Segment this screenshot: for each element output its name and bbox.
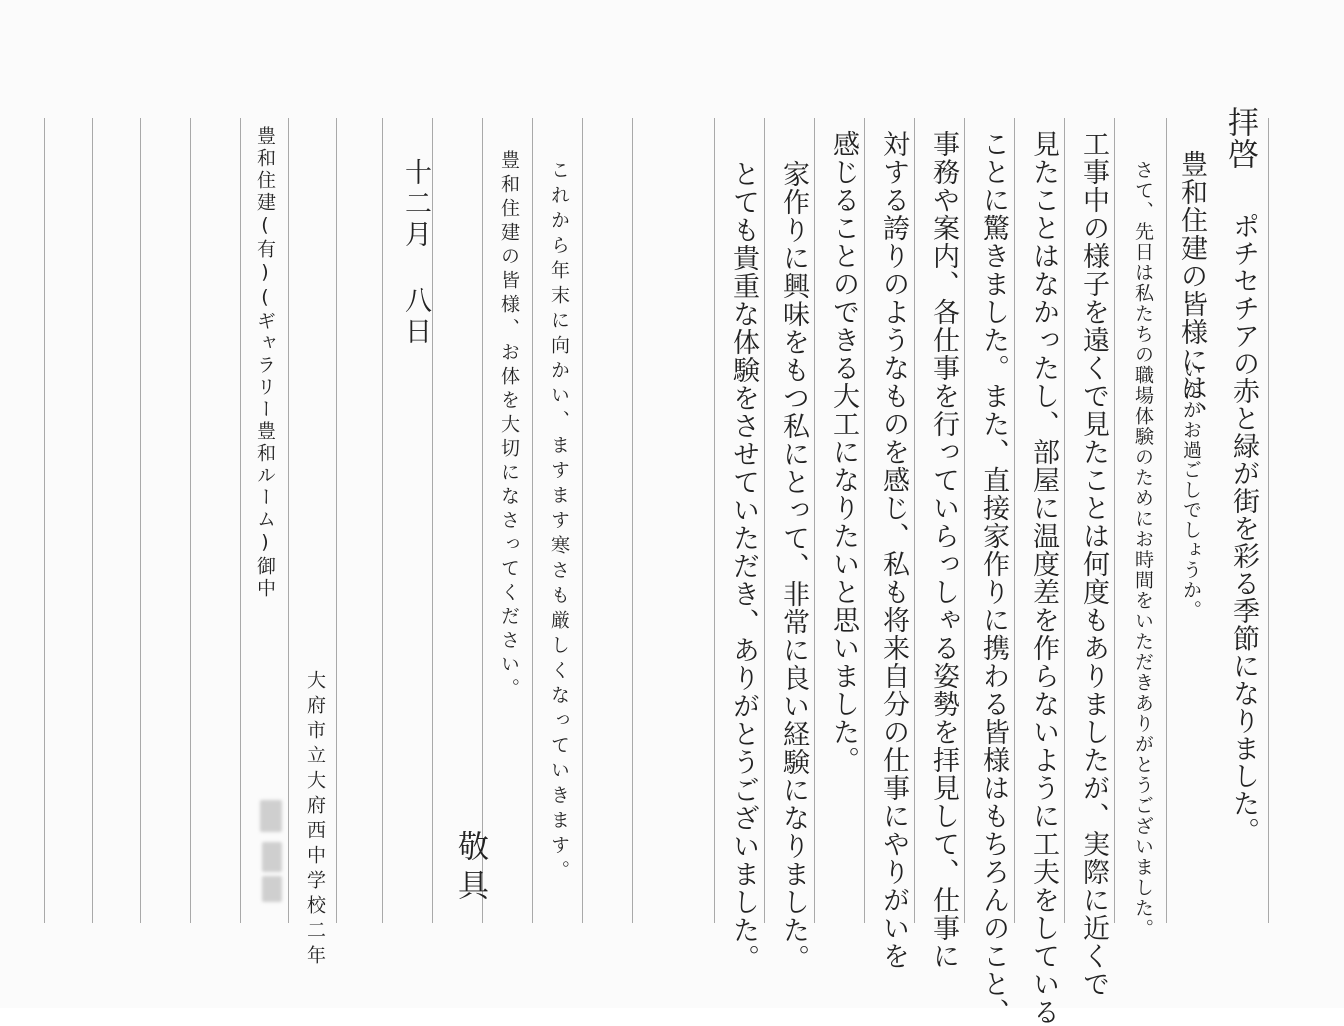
ruled-line xyxy=(914,118,915,923)
ruled-line xyxy=(964,118,965,923)
closing-line-2: 豊和住建の皆様、お体を大切になさってください。 xyxy=(498,150,520,702)
ruled-line xyxy=(240,118,241,923)
ruled-line xyxy=(382,118,383,923)
body-line: 対する誇りのようなものを感じ、私も将来自分の仕事にやりがいを xyxy=(878,130,909,970)
ruled-line xyxy=(1268,118,1269,923)
ruled-line xyxy=(288,118,289,923)
body-line: 家作りに興味をもつ私にとって、非常に良い経験になりました。 xyxy=(778,160,809,972)
ruled-line xyxy=(582,118,583,923)
ruled-line xyxy=(140,118,141,923)
ruled-line xyxy=(714,118,715,923)
redacted-name xyxy=(262,842,282,872)
greeting-text: 拝啓 xyxy=(1222,106,1258,170)
body-line: 感じることのできる大工になりたいと思いました。 xyxy=(828,130,859,774)
body-line: 事務や案内、各仕事を行っていらっしゃる姿勢を拝見して、仕事に xyxy=(928,130,959,970)
recipient-text: 豊和住建(有)(ギャラリー豊和ルーム)御中 xyxy=(254,126,276,600)
redacted-name xyxy=(260,800,282,832)
ruled-line xyxy=(1114,118,1115,923)
closing-line-1: これから年末に向かい、ますます寒さも厳しくなっていきます。 xyxy=(548,160,570,885)
sender-text: 大府市立大府西中学校二年 xyxy=(304,670,326,970)
body-line: 工事中の様子を遠くで見たことは何度もありましたが、実際に近くで xyxy=(1078,130,1109,998)
date-text: 十二月 八日 xyxy=(400,158,431,348)
ruled-line xyxy=(336,118,337,923)
ruled-line xyxy=(1014,118,1015,923)
closing-word: 敬具 xyxy=(452,830,488,908)
addressee-tail-text: いかがお過ごしでしょうか。 xyxy=(1180,360,1202,620)
ruled-line xyxy=(864,118,865,923)
ruled-line xyxy=(632,118,633,923)
addressee-text: 豊和住建の皆様には、 xyxy=(1176,150,1207,430)
ruled-line xyxy=(764,118,765,923)
ruled-line xyxy=(1166,118,1167,923)
ruled-line xyxy=(532,118,533,923)
ruled-line xyxy=(190,118,191,923)
body-line: 見たことはなかったし、部屋に温度差を作らないように工夫をしている xyxy=(1028,130,1059,1026)
ruled-line xyxy=(44,118,45,923)
thanks-text: さて、先日は私たちの職場体験のためにお時間をいただきありがとうございました。 xyxy=(1132,160,1154,939)
redacted-name xyxy=(262,876,282,902)
body-line: とても貴重な体験をさせていただき、ありがとうございました。 xyxy=(728,160,759,972)
ruled-line xyxy=(814,118,815,923)
body-line: ことに驚きました。また、直接家作りに携わる皆様はもちろんのこと、 xyxy=(978,130,1009,1026)
season-text: ポチセチアの赤と緑が街を彩る季節になりました。 xyxy=(1228,212,1259,845)
ruled-line xyxy=(1064,118,1065,923)
ruled-line xyxy=(92,118,93,923)
ruled-line xyxy=(482,118,483,923)
